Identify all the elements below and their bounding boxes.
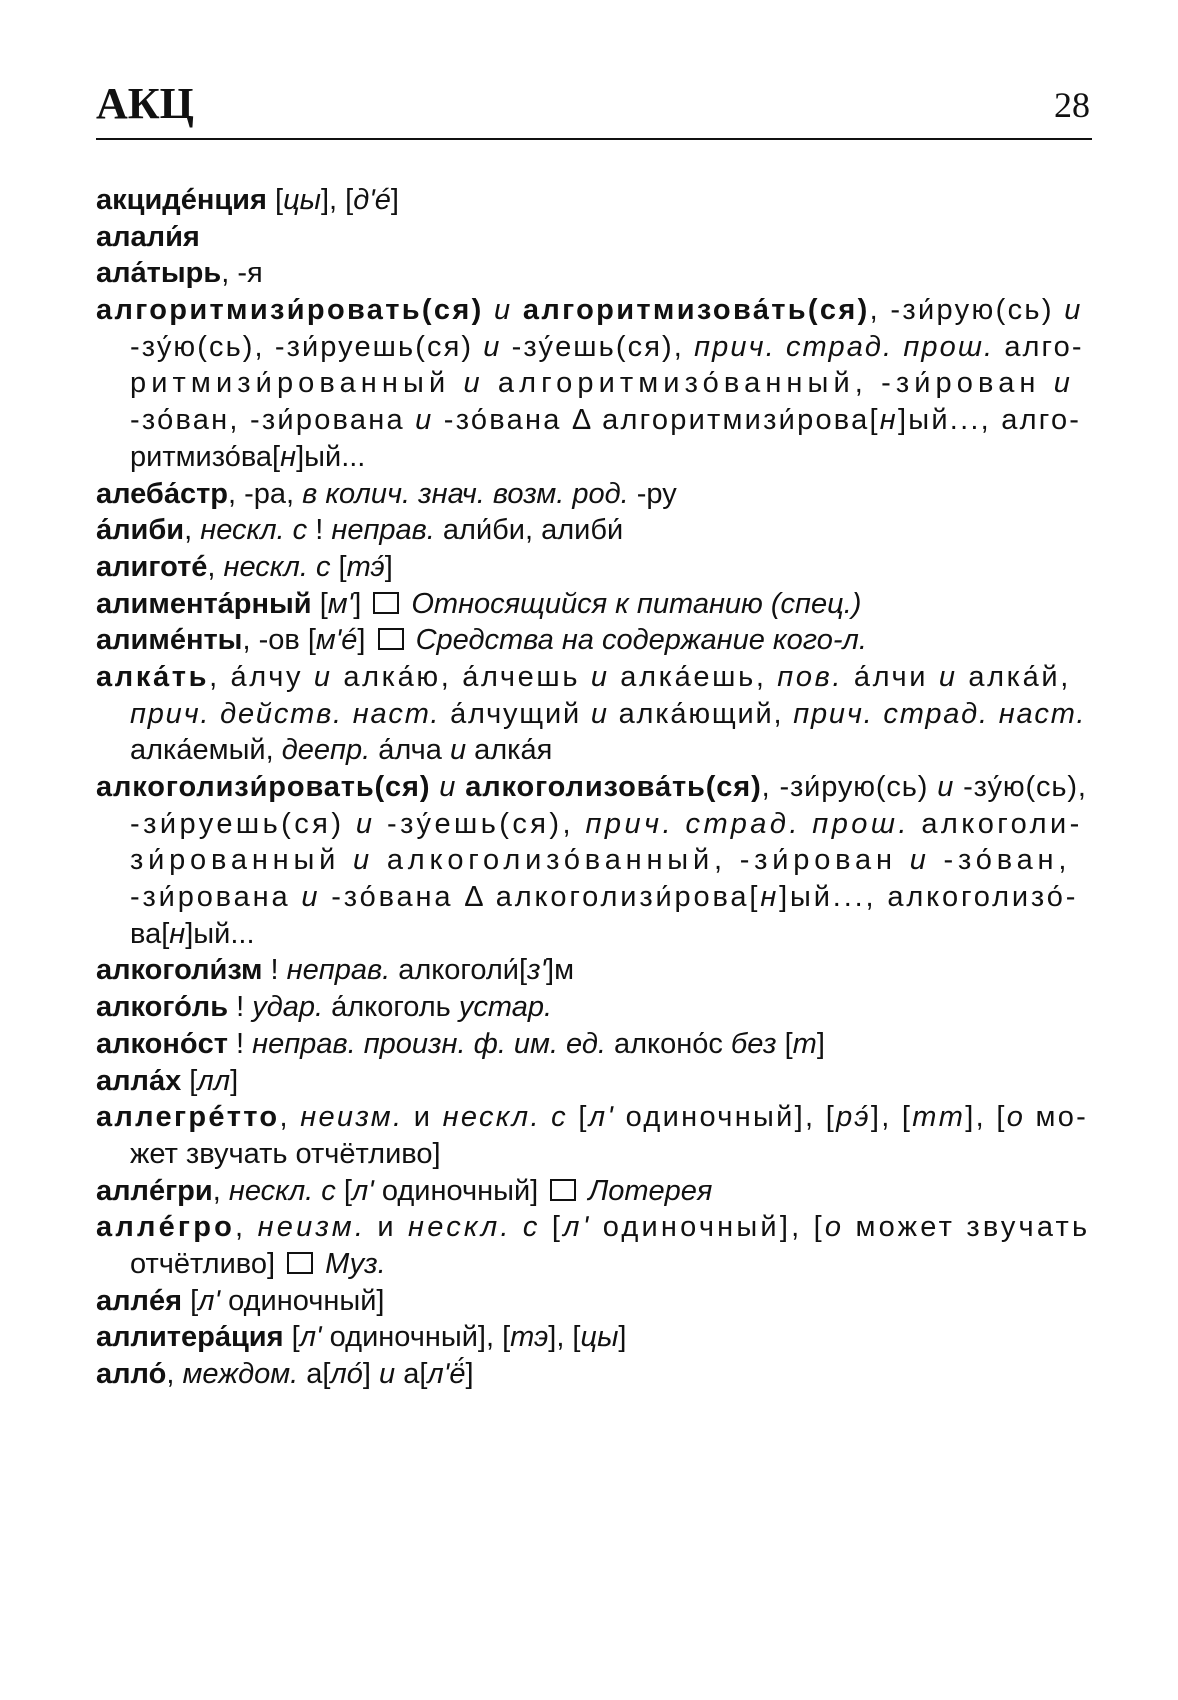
- headword: алкоголизи́ровать(ся): [96, 771, 431, 803]
- guide-word: АКЦ: [96, 79, 194, 128]
- grammar-note: дʹé: [353, 184, 391, 216]
- entry-text: ,: [166, 1358, 183, 1390]
- grammar-note: деепр.: [281, 734, 371, 767]
- entry-text: -зо́ван,: [930, 844, 1072, 877]
- entry-text: ], [: [870, 1101, 913, 1134]
- grammar-note: без: [730, 1027, 777, 1060]
- page-number: 28: [1054, 85, 1090, 125]
- entry-text: алкоголи́[: [390, 954, 528, 987]
- dictionary-entry: [96, 1099, 1090, 1172]
- entry-continuation-line: [96, 1136, 1090, 1173]
- entry-line: [96, 989, 1090, 1026]
- entry-text: ,: [207, 550, 224, 583]
- entry-text: -зу́ешь(ся),: [375, 807, 586, 840]
- grammar-note: и: [590, 697, 609, 730]
- definition-box-icon: [378, 628, 404, 650]
- grammar-note: пов.: [777, 660, 844, 693]
- dictionary-entry: [96, 255, 1090, 292]
- entry-line: [96, 622, 1090, 659]
- grammar-note: и: [301, 881, 321, 914]
- grammar-note: нескл. с: [442, 1101, 568, 1134]
- entry-text: , а́лчу: [209, 660, 314, 693]
- entry-text: -зу́ю(сь),: [954, 771, 1087, 803]
- dictionary-entry: [96, 952, 1090, 989]
- entry-text: алка́ешь,: [609, 660, 778, 693]
- grammar-note: междом.: [182, 1358, 299, 1390]
- headword: акцидéнция: [96, 184, 267, 216]
- grammar-note: и: [909, 844, 931, 877]
- entry-text: али́би, алиби́: [434, 514, 624, 547]
- entry-line: [96, 586, 1090, 623]
- entry-text: ]: [816, 1027, 825, 1060]
- entry-text: отчётливо]: [130, 1247, 284, 1280]
- grammar-note: прич. страд. прош.: [694, 330, 995, 363]
- entry-text: ]ый..., алго-: [897, 404, 1082, 437]
- entry-text: -зу́ешь(ся),: [501, 330, 695, 363]
- grammar-note: прич. страд. прош.: [585, 807, 910, 840]
- entry-text: [: [181, 1064, 198, 1097]
- dictionary-entry: [96, 219, 1090, 256]
- grammar-note: и: [313, 660, 333, 693]
- entry-text: [: [266, 184, 284, 216]
- grammar-note: и: [353, 844, 374, 877]
- grammar-note: и: [590, 660, 610, 693]
- entry-text: одиночный]: [220, 1284, 385, 1317]
- entry-text: -зо́ван, -зи́рована: [130, 404, 416, 437]
- entry-text: [: [776, 1027, 793, 1060]
- entry-line: [96, 1026, 1090, 1063]
- grammar-note: цы: [283, 184, 321, 216]
- dictionary-entry: [96, 476, 1090, 513]
- headword: аллéгри: [96, 1174, 213, 1207]
- entry-continuation-line: [96, 696, 1090, 733]
- dictionary-entry: [96, 292, 1090, 475]
- grammar-note: н: [280, 440, 297, 473]
- entry-line: [96, 769, 1090, 806]
- entry-text: алго-: [994, 330, 1084, 363]
- entry-text: ]: [230, 1064, 239, 1097]
- entry-text: ]: [390, 184, 399, 216]
- dictionary-entries: [96, 182, 1090, 1393]
- entry-text: -зу́ю(сь), -зи́руешь(ся): [130, 330, 484, 363]
- entry-text: , -зи́рую(сь): [761, 771, 938, 803]
- dictionary-entry: [96, 1283, 1090, 1320]
- entry-text: и: [403, 1101, 443, 1134]
- definition-box-icon: [373, 592, 399, 614]
- grammar-note: и: [937, 771, 955, 803]
- grammar-note: Муз.: [317, 1247, 386, 1280]
- entry-text: одиночный], [: [321, 1321, 511, 1354]
- entry-text: ]: [353, 587, 370, 620]
- grammar-note: и: [463, 367, 485, 400]
- grammar-note: неизм.: [300, 1101, 404, 1134]
- entry-text: -ру: [628, 477, 677, 510]
- entry-continuation-line: [96, 879, 1090, 916]
- entry-line: [96, 1283, 1090, 1320]
- grammar-note: в колич. знач. возм. род.: [302, 477, 629, 510]
- dictionary-entry: [96, 1173, 1090, 1210]
- entry-text: а́лкоголь: [323, 991, 459, 1024]
- grammar-note: Средства на содержание кого-л.: [407, 624, 867, 657]
- grammar-note: т: [792, 1027, 817, 1060]
- dictionary-entry: [96, 182, 1090, 219]
- grammar-note: прич. действ. наст.: [130, 697, 441, 730]
- entry-text: ]м: [546, 954, 575, 987]
- dictionary-entry: [96, 1063, 1090, 1100]
- entry-text: а[: [298, 1358, 331, 1390]
- headword: алали́я: [96, 220, 200, 253]
- entry-line: [96, 1173, 1090, 1210]
- headword: алкоголи́зм: [96, 954, 263, 987]
- entry-line: [96, 1099, 1090, 1136]
- dictionary-entry: [96, 659, 1090, 769]
- entry-text: алконо́с: [605, 1027, 731, 1060]
- grammar-note: мʹ: [327, 587, 354, 620]
- entry-text: , -я: [221, 257, 263, 290]
- entry-text: [: [311, 587, 328, 620]
- entry-continuation-line: [96, 1246, 1090, 1283]
- dictionary-entry: [96, 1026, 1090, 1063]
- entry-text: алка́я: [466, 734, 553, 767]
- entry-text: [: [283, 1321, 300, 1354]
- headword: алконо́ст: [96, 1027, 228, 1060]
- entry-text: одиночный]: [373, 1174, 547, 1207]
- headword: а́либи: [96, 514, 185, 547]
- grammar-note: тэ: [510, 1321, 549, 1354]
- grammar-note: и: [483, 294, 523, 327]
- grammar-note: лʹ: [563, 1211, 592, 1244]
- headword: алкого́ль: [96, 991, 229, 1024]
- entry-continuation-line: [96, 439, 1090, 476]
- entry-text: ], [: [320, 184, 354, 216]
- headword: алимéнты: [96, 624, 243, 657]
- entry-line: [96, 219, 1090, 256]
- grammar-note: лʹ: [351, 1174, 374, 1207]
- grammar-note: прич. страд. наст.: [793, 697, 1087, 730]
- grammar-note: Лотерея: [580, 1174, 713, 1207]
- entry-continuation-line: [96, 732, 1090, 769]
- grammar-note: и: [1064, 294, 1083, 327]
- entry-continuation-line: [96, 402, 1090, 439]
- dictionary-entry: [96, 622, 1090, 659]
- entry-line: [96, 1063, 1090, 1100]
- entry-text: алгоритмизо́ванный, -зи́рован: [484, 367, 1054, 400]
- grammar-note: неправ.: [331, 514, 435, 547]
- grammar-note: зʹ: [527, 954, 547, 987]
- entry-text: !: [307, 514, 332, 547]
- entry-line: [96, 659, 1090, 696]
- entry-continuation-line: [96, 806, 1090, 843]
- entry-line: [96, 549, 1090, 586]
- grammar-note: и: [355, 807, 376, 840]
- entry-continuation-line: [96, 842, 1090, 879]
- grammar-note: лʹё́: [427, 1358, 466, 1390]
- grammar-note: нескл. с: [223, 550, 331, 583]
- grammar-note: и: [430, 771, 466, 803]
- entry-text: алка́емый,: [130, 734, 282, 767]
- entry-text: мо-: [1025, 1101, 1089, 1134]
- entry-text: ]: [362, 1358, 380, 1390]
- grammar-note: н: [879, 404, 898, 437]
- entry-text: ]: [465, 1358, 474, 1390]
- entry-text: алкоголи-: [909, 807, 1083, 840]
- entry-text: может звучать: [844, 1211, 1091, 1244]
- entry-text: ]: [357, 624, 374, 657]
- entry-text: ,: [184, 514, 201, 547]
- grammar-note: неизм.: [257, 1211, 367, 1244]
- grammar-note: цы: [580, 1321, 619, 1354]
- entry-text: ]ый...: [296, 440, 366, 473]
- entry-text: , -ов [: [242, 624, 316, 657]
- grammar-note: лʹ: [198, 1284, 221, 1317]
- definition-box-icon: [550, 1179, 576, 1201]
- entry-line: [96, 952, 1090, 989]
- entry-text: [: [330, 550, 347, 583]
- entry-line: [96, 476, 1090, 513]
- entry-text: ]: [618, 1321, 627, 1354]
- entry-text: алка́й,: [957, 660, 1071, 693]
- header-rule: [96, 138, 1092, 140]
- entry-continuation-line: [96, 365, 1090, 402]
- entry-text: ], [: [965, 1101, 1007, 1134]
- grammar-note: и: [483, 330, 502, 363]
- entry-line: [96, 1319, 1090, 1356]
- headword: алиготé: [96, 550, 208, 583]
- entry-text: ]: [384, 550, 393, 583]
- entry-text: -зи́руешь(ся): [130, 807, 356, 840]
- headword: алгоритмизова́ть(ся): [522, 294, 870, 327]
- grammar-note: тэ́: [346, 550, 385, 583]
- grammar-note: лл: [197, 1064, 231, 1097]
- headword: алеба́стр: [96, 477, 229, 510]
- entry-line: [96, 1209, 1090, 1246]
- entry-text: а́лчи: [843, 660, 939, 693]
- entry-text: и: [366, 1211, 409, 1244]
- entry-text: ритмизи́рованный: [130, 367, 464, 400]
- grammar-note: неправ. произн. ф. им. ед.: [252, 1027, 606, 1060]
- entry-text: !: [262, 954, 287, 987]
- grammar-note: неправ.: [286, 954, 391, 987]
- entry-text: ва[: [130, 917, 170, 950]
- grammar-note: удар.: [252, 991, 324, 1024]
- grammar-note: о: [824, 1211, 845, 1244]
- grammar-note: нескл. с: [200, 514, 308, 547]
- entry-text: !: [227, 1027, 253, 1060]
- entry-continuation-line: [96, 329, 1090, 366]
- dictionary-entry: [96, 1356, 1090, 1393]
- dictionary-entry: [96, 1319, 1090, 1356]
- grammar-note: лʹ: [299, 1321, 322, 1354]
- headword: аллегрéтто: [96, 1101, 280, 1134]
- headword: алло́: [96, 1358, 167, 1390]
- entry-text: -зо́вана Δ алгоритмизи́рова[: [433, 404, 880, 437]
- entry-line: [96, 182, 1090, 219]
- entry-text: алка́ю, а́лчешь: [332, 660, 591, 693]
- grammar-note: и: [938, 660, 958, 693]
- entry-text: а[: [395, 1358, 428, 1390]
- entry-text: ритмизо́ва[: [130, 440, 281, 473]
- entry-text: а́лчущий: [440, 697, 591, 730]
- entry-line: [96, 292, 1090, 329]
- dictionary-entry: [96, 989, 1090, 1026]
- entry-text: ,: [212, 1174, 229, 1207]
- headword: аллéгро: [96, 1211, 236, 1244]
- entry-text: ]ый...: [185, 917, 255, 950]
- entry-text: [: [335, 1174, 352, 1207]
- grammar-note: устар.: [458, 991, 553, 1024]
- grammar-note: ло́: [330, 1358, 363, 1390]
- headword: ала́тырь: [96, 257, 222, 290]
- grammar-note: тт: [912, 1101, 966, 1134]
- entry-text: , -ра,: [228, 477, 303, 510]
- headword: аллитера́ция: [96, 1321, 284, 1354]
- entry-continuation-line: [96, 916, 1090, 953]
- grammar-note: н: [169, 917, 186, 950]
- grammar-note: и: [1053, 367, 1075, 400]
- grammar-note: и: [379, 1358, 396, 1390]
- entry-text: а́лча: [370, 734, 450, 767]
- definition-box-icon: [287, 1252, 313, 1274]
- entry-text: , -зи́рую(сь): [869, 294, 1065, 327]
- headword: алка́ть: [96, 660, 210, 693]
- grammar-note: нескл. с: [408, 1211, 541, 1244]
- entry-text: [: [182, 1284, 199, 1317]
- page-header: [96, 78, 1090, 142]
- entry-line: [96, 255, 1090, 292]
- dictionary-entry: [96, 512, 1090, 549]
- headword: алла́х: [96, 1064, 182, 1097]
- grammar-note: нескл. с: [228, 1174, 336, 1207]
- headword: алимента́рный: [96, 587, 312, 620]
- grammar-note: мʹé: [315, 624, 358, 657]
- headword: алгоритмизи́ровать(ся): [96, 294, 484, 327]
- dictionary-entry: [96, 549, 1090, 586]
- dictionary-entry: [96, 1209, 1090, 1282]
- entry-text: алкоголизо́ванный, -зи́рован: [373, 844, 910, 877]
- entry-text: ], [: [548, 1321, 581, 1354]
- entry-text: алка́ющий,: [608, 697, 794, 730]
- entry-text: [: [568, 1101, 589, 1134]
- entry-text: одиночный], [: [615, 1101, 837, 1134]
- entry-line: [96, 1356, 1090, 1393]
- entry-text: зи́рованный: [130, 844, 354, 877]
- grammar-note: Относящийся к питанию (спец.): [403, 587, 862, 620]
- grammar-note: и: [449, 734, 467, 767]
- entry-text: !: [228, 991, 253, 1024]
- grammar-note: о: [1006, 1101, 1026, 1134]
- grammar-note: рэ́: [836, 1101, 871, 1134]
- entry-text: одиночный], [: [591, 1211, 825, 1244]
- grammar-note: лʹ: [588, 1101, 616, 1134]
- entry-line: [96, 512, 1090, 549]
- entry-text: -зи́рована: [130, 881, 302, 914]
- entry-text: [: [540, 1211, 564, 1244]
- entry-text: -зо́вана Δ алкоголизи́рова[: [320, 881, 761, 914]
- grammar-note: н: [760, 881, 780, 914]
- entry-text: ,: [235, 1211, 258, 1244]
- dictionary-entry: [96, 586, 1090, 623]
- headword: аллéя: [96, 1284, 183, 1317]
- grammar-note: и: [415, 404, 434, 437]
- dictionary-entry: [96, 769, 1090, 952]
- entry-text: ,: [279, 1101, 301, 1134]
- entry-text: ]ый..., алкоголизо́-: [779, 881, 1079, 914]
- entry-text: жет звучать отчётливо]: [130, 1137, 441, 1170]
- headword: алкоголизова́ть(ся): [465, 771, 762, 803]
